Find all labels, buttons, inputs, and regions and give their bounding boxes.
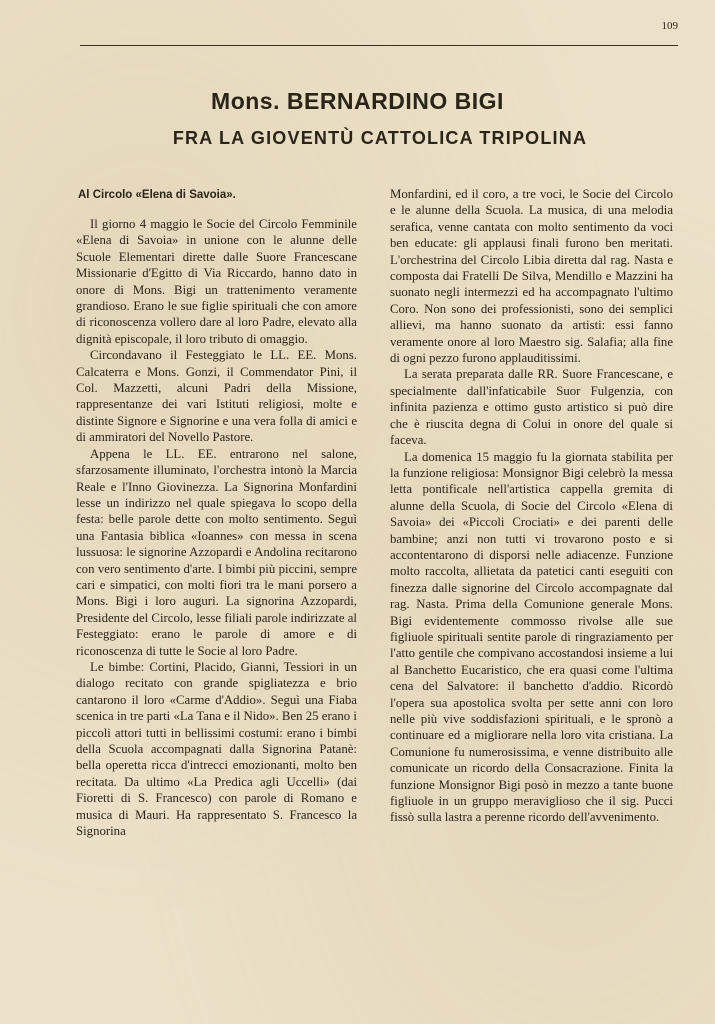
left-column [76, 186, 357, 839]
paragraph: La domenica 15 maggio fu la giornata stabilita per la funzione religiosa: Monsignor Bigi celebrò la messa letta pontificale nell'artistica cappella gremita di alunne della Scuola, di Socie del Circolo «Elena di Savoia» dei «Piccoli Crociati» e dei parenti delle bambine; anzi non tutti vi trovarono posto e si accontentarono di disporsi nelle adiacenze. Funzione molto raccolta, allietata da patetici canti eseguiti con finezza dalle signorine del Circolo accompagnate dal rag. Nasta. Prima della Comunione generale Mons. Bigi evidentemente commosso rivolse alle sue figliuole spirituali sentite parole di ringraziamento per l'atto gentile che compivano accostandosi insieme a lui al Banchetto Eucaristico, che era quasi come l'ultima cena del Salvatore: il banchetto d'addio. Ricordò l'opera sua apostolica svolta per sette anni con loro nelle più vive soddisfazioni spirituali, e le spronò a continuare ed a migliorare nella loro vita cristiana. La Comunione fu numerosissima, e venne distribuito alle comunicate un ricordo della Consacrazione. Finita la funzione Monsignor Bigi posò in mezzo a tante buone figliuole in un gruppo meraviglioso che il sig. Pucci fissò sulla lastra a perenne ricordo dell'avvenimento. [390, 449, 673, 825]
right-column [390, 186, 673, 826]
paragraph: La serata preparata dalle RR. Suore Francescane, e specialmente dall'infaticabile Suor Fulgenzia, con infinita pazienza e ottimo gusto artistico si può dire che è riuscita degna di Colui in onore del quale si faceva. [390, 367, 673, 448]
paragraph: Circondavano il Festeggiato le LL. EE. Mons. Calcaterra e Mons. Gonzi, il Commendator Pini, il Col. Mazzetti, alcuni Padri della Missione, rappresentanze dei vari Istituti religiosi, molte e distinte Signore e Signorine e una vera folla di amici e di ammiratori del Novello Pastore. [76, 348, 357, 445]
paragraph: Il giorno 4 maggio le Socie del Circolo Femminile «Elena di Savoia» in unione con le alunne delle Scuole Elementari dirette dalle Suore Francescane Missionarie d'Egitto di Via Riccardo, hanno dato in onore di Mons. Bigi un trattenimento veramente grandioso. Erano le sue figlie spirituali che con amore di riconoscenza vollero dare al loro Padre, elevato alla dignità episcopale, il loro tributo di omaggio. [76, 217, 357, 346]
paragraph: Le bimbe: Cortini, Placido, Gianni, Tessiori in un dialogo recitato con grande spigliatezza e brio cantarono il loro «Carme d'Addio». Seguì una Fiaba scenica in tre parti «La Tana e il Nido». Ben 25 erano i piccoli attori tutti in bellissimi costumi: erano i bimbi della Scuola accompagnati dalla Signorina Patanè: bella operetta ricca d'intrecci emozionanti, molto ben recitata. Da ultimo «La Predica agli Uccelli» (dai Fioretti di S. Francesco) con parole di Romano e musica di Mauri. Ha rappresentato S. Francesco la Signorina [76, 659, 357, 839]
page-number: 109 [661, 20, 678, 32]
paragraph: Monfardini, ed il coro, a tre voci, le Socie del Circolo e le alunne della Scuola. La musica, di una melodia serafica, venne cantata con molto sentimento da voci ben educate: gli applausi finali furono ben meritati. L'orchestrina del Circolo Libia diretta dal rag. Nasta e composta dai Fratelli De Silva, Mendillo e Mazzini ha suonato negli intermezzi ed ha accompagnato l'ultimo Coro. Non sono dei professionisti, sono dei semplici allievi, ma hanno suonato da artisti: essi fanno veramente onore al loro Maestro sig. Salafia; alla fine di ogni pezzo furono applauditissimi. [390, 187, 673, 366]
paragraph: Appena le LL. EE. entrarono nel salone, sfarzosamente illuminato, l'orchestra intonò la Marcia Reale e l'Inno Giovinezza. La Signorina Monfardini lesse un indirizzo nel quale spiegava lo scopo della festa: belle parole dette con molto sentimento. Seguì una Fantasia biblica «Ioannes» con messa in scena lussuosa: le signorine Azzopardi e Andolina recitarono con vero sentimento d'arte. I bimbi più piccini, sempre cari e simpatici, con molti fiori tra le mani porsero a Mons. Bigi i loro auguri. La signorina Azzopardi, Presidente del Circolo, lesse filiali parole indirizzate al Festeggiato: erano le parole di amore e di riconoscenza di tutte le Socie al loro Padre. [76, 446, 357, 658]
article-subtitle: FRA LA GIOVENTÙ CATTOLICA TRIPOLINA [172, 128, 588, 148]
header-rule [80, 45, 678, 46]
section-heading: Al Circolo «Elena di Savoia». [78, 189, 236, 201]
article-title: Mons. BERNARDINO BIGI [211, 88, 504, 114]
